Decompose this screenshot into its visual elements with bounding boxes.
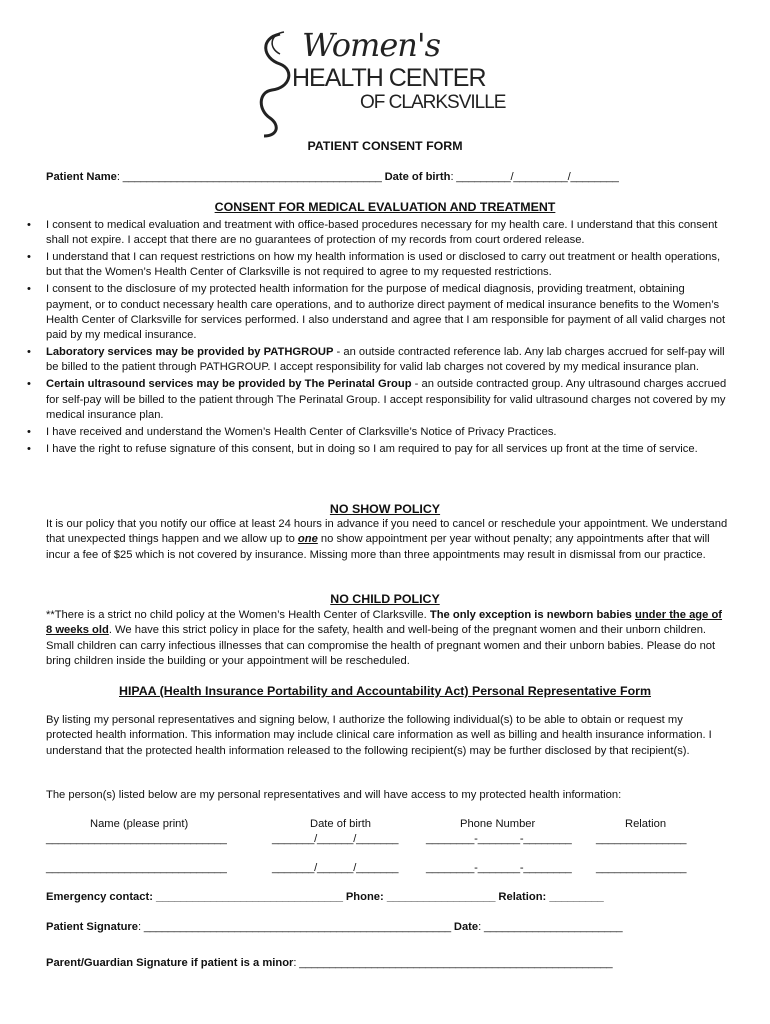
guardian-signature-field[interactable]: : ____________________________________________________ xyxy=(293,957,613,969)
clinic-logo xyxy=(250,22,530,142)
hipaa-heading: HIPAA (Health Insurance Portability and Accountability Act) Personal Representative Form xyxy=(119,684,651,698)
list-item: • I have received and understand the Women’s Health Center of Clarksville’s Notice of Privacy Practices. xyxy=(46,425,730,440)
hipaa-representatives-intro: The person(s) listed below are my personal representatives and will have access to my protected health information: xyxy=(46,789,622,801)
logo-womens-text: Women's xyxy=(302,26,441,64)
no-child-heading: NO CHILD POLICY xyxy=(330,592,440,606)
emergency-relation-label: Relation: xyxy=(495,891,550,903)
rep1-phone-field[interactable]: ________-_______-________ xyxy=(426,833,572,845)
rep1-name-field[interactable]: ______________________________ xyxy=(46,833,227,845)
rep2-phone-field[interactable]: ________-_______-________ xyxy=(426,862,572,874)
swirl-logo-icon xyxy=(250,28,298,138)
consent-list xyxy=(46,218,730,459)
logo-of-clarksville-text: OF CLARKSVILLE xyxy=(360,92,506,113)
list-item: • I consent to the disclosure of my protected health information for the purpose of medical diagnosis, providing treatment, obtaining payment, or to conduct necessary health care operations, and to authorize direct payment of medical insurance benefits to the Women’s Health Center of Clarksville for services performed. I also understand and agree that I am responsible for payment of all valid charges not paid by my medical insurance. xyxy=(46,282,730,343)
rep1-relation-field[interactable]: _______________ xyxy=(596,833,687,845)
col-phone-header: Phone Number xyxy=(460,818,536,830)
rep2-dob-field[interactable]: _______/______/_______ xyxy=(272,862,399,874)
list-item: • I have the right to refuse signature of this consent, but in doing so I am required to pay for all services up front at the time of service. xyxy=(46,442,730,457)
logo-health-center-text: HEALTH CENTER xyxy=(292,64,486,92)
patient-info-line xyxy=(46,171,619,183)
consent-heading: CONSENT FOR MEDICAL EVALUATION AND TREATMENT xyxy=(214,200,556,214)
list-item: • I understand that I can request restrictions on how my health information is used or disclosed to carry out treatment or health operations, but that the Women’s Health Center of Clarksville is not required to agree to my requested restrictions. xyxy=(46,250,730,281)
patient-name-field[interactable]: : ___________________________________________ xyxy=(116,171,385,183)
form-title: PATIENT CONSENT FORM xyxy=(307,139,463,153)
rep2-name-field[interactable]: ______________________________ xyxy=(46,862,227,874)
rep1-dob-field[interactable]: _______/______/_______ xyxy=(272,833,399,845)
emergency-contact-field[interactable]: _______________________________ xyxy=(156,891,343,903)
patient-signature-line xyxy=(46,921,622,933)
col-relation-header: Relation xyxy=(625,818,667,830)
list-item: • I consent to medical evaluation and treatment with office-based procedures necessary for my health care. I understand that this consent shall not expire. I accept that there are no guarantees of protection of my records from court ordered release. xyxy=(46,218,730,249)
signature-date-label: Date xyxy=(453,921,479,933)
patient-name-label: Patient Name xyxy=(46,171,117,183)
col-name-header: Name (please print) xyxy=(90,818,189,830)
guardian-signature-line xyxy=(46,957,612,969)
dob-field[interactable]: : _________/_________/________ xyxy=(450,171,619,183)
rep2-relation-field[interactable]: _______________ xyxy=(596,862,687,874)
signature-date-field[interactable]: : _______________________ xyxy=(478,921,623,933)
no-show-text: It is our policy that you notify our office at least 24 hours in advance if you need to cancel or reschedule your appointment. We understand that unexpected things happen and we allow up to one no show appointment per year without penalty; any appointments after that will incur a fee of $25 which is not covered by insurance. Missing more than three appointments may result in dismissal from our practice. xyxy=(46,518,728,561)
emergency-relation-field[interactable]: _________ xyxy=(549,891,604,903)
no-child-text: **There is a strict no child policy at the Women’s Health Center of Clarksville. The only exception is newborn babies under the age of 8 weeks old. We have this strict policy in place for the safety, health and well-being of the pregnant women and their unborn children. Small children can carry infectious illnesses that can compromise the health of pregnant women and their unborn babies. Please do not bring children inside the building or your appointment will be rescheduled. xyxy=(46,609,723,668)
emergency-phone-label: Phone: xyxy=(342,891,387,903)
emergency-contact-line xyxy=(46,891,604,903)
patient-signature-label: Patient Signature xyxy=(46,921,139,933)
no-show-heading: NO SHOW POLICY xyxy=(329,502,441,516)
hipaa-paragraph: By listing my personal representatives and signing below, I authorize the following individual(s) to be able to obtain or request my protected health information. This information may include clinical care information as well as billing and health insurance information. I understand that the protected health information released to the following recipient(s) may be further disclosed by that recipient(s). xyxy=(46,714,712,757)
emergency-contact-label: Emergency contact: xyxy=(46,891,157,903)
dob-label: Date of birth xyxy=(384,171,451,183)
list-item: • Laboratory services may be provided by PATHGROUP - an outside contracted reference lab. Any lab charges accrued for self-pay will be billed to the patient through PATHGROUP. I accept responsibility for valid lab charges not covered by my medical insurance plan. xyxy=(46,345,730,376)
patient-signature-field[interactable]: : ___________________________________________________ xyxy=(138,921,454,933)
guardian-signature-label: Parent/Guardian Signature if patient is a minor xyxy=(46,957,294,969)
col-dob-header: Date of birth xyxy=(310,818,371,830)
emergency-phone-field[interactable]: __________________ xyxy=(386,891,496,903)
list-item: • Certain ultrasound services may be provided by The Perinatal Group - an outside contracted group. Any ultrasound charges accrued for self-pay will be billed to the patient through The Perinatal Group. I accept responsibility for valid ultrasound charges not covered by my medical insurance plan. xyxy=(46,377,730,423)
